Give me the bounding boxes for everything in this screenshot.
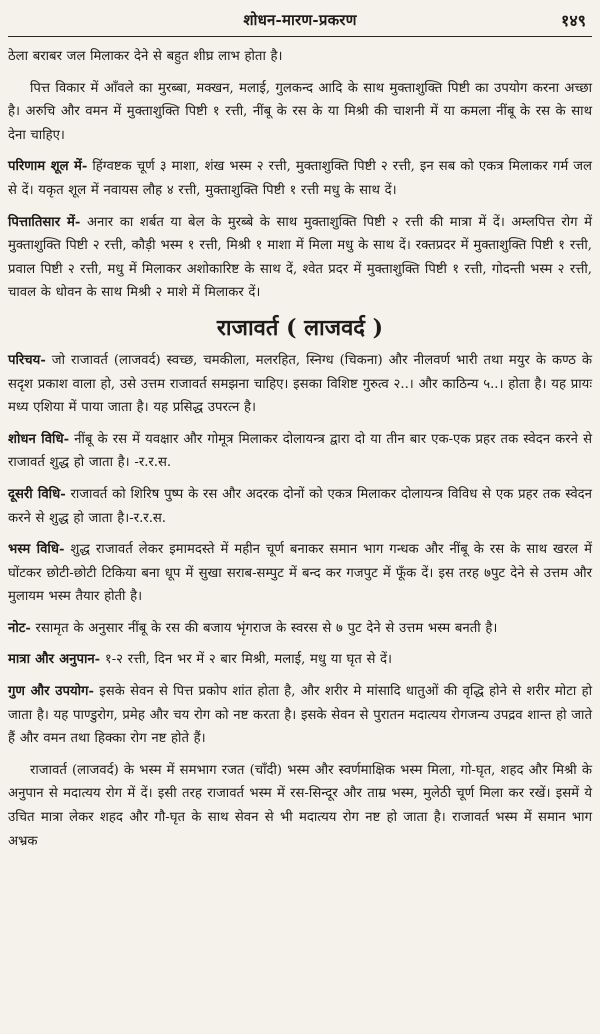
paragraph-lead: भस्म विधि-: [8, 542, 65, 558]
paragraph: [8, 680, 592, 751]
running-title: शोधन-मारण-प्रकरण: [243, 11, 357, 29]
paragraph: [8, 349, 592, 420]
paragraph-text: रसामृत के अनुसार नींबू के रस की बजाय भृंगराज के स्वरस से ७ पुट देने से उत्तम भस्म बनती है।: [30, 620, 498, 636]
paragraph-text: ठेला बराबर जल मिलाकर देने से बहुत शीघ्र लाभ होता है।: [8, 49, 283, 64]
section-heading: राजावर्त ( लाजवर्द ): [216, 314, 384, 341]
paragraph-lead: परिचय-: [8, 352, 46, 368]
paragraph-text: पित्त विकार में आँवले का मुरब्बा, मक्खन, मलाई, गुलकन्द आदि के साथ मुक्ताशुक्ति पिष्टी का उपयोग करना अच्छा है। अरुचि और वमन में मुक्ताशुक्ति पिष्टी १ रत्ती, नींबू के रस के या मिश्री की चाशनी में या कमला नींबू के रस के साथ देना चाहिए।: [8, 80, 592, 143]
paragraph-text: इसके सेवन से पित्त प्रकोप शांत होता है, और शरीर मे मांसादि धातुओं की वृद्धि होने से शरीर मोटा हो जाता है। यह पाण्डुरोग, प्रमेह और चय रोग को नष्ट करता है। इसके सेवन से पुरातन मदात्यय रोगजन्य उपद्रव शान्त हो जाते हैं और वमन तथा हिक्का रोग नष्ट होते हैं।: [8, 684, 592, 747]
paragraph: [8, 648, 592, 672]
paragraph-text: १-२ रत्ती, दिन भर में २ बार मिश्री, मलाई, मधु या घृत से दें।: [100, 652, 393, 668]
paragraph-text: जो राजावर्त (लाजवर्द) स्वच्छ, चमकीला, मलरहित, स्निग्ध (चिकना) और नीलवर्ण भारी तथा मयुर के कण्ठ के सदृश प्रकाश वाला हो, उसे उत्तम राजावर्त समझना चाहिए। इसका विशिष्ट गुरुत्व २..। और काठिन्य ५..। होता है। यह प्रायः मध्य एशिया में पाया जाता है। यह प्रसिद्ध उपरत्न है।: [8, 352, 592, 416]
paragraph-lead: पित्तातिसार में-: [8, 214, 81, 230]
paragraph-lead: गुण और उपयोग-: [8, 684, 94, 700]
paragraph: [8, 211, 592, 305]
paragraph: [8, 759, 592, 853]
paragraph-lead: नोट-: [8, 620, 31, 636]
paragraph: [8, 155, 592, 202]
paragraph: [8, 45, 592, 69]
paragraph-text: हिंग्वष्टक चूर्ण ३ माशा, शंख भस्म २ रत्ती, मुक्ताशुक्ति पिष्टी २ रत्ती, इन सब को एकत्र मिलाकर गर्म जल से दें। यकृत शूल में नवायस लौह ४ रत्ती, मुक्ताशुक्ति पिष्टी १ रत्ती मधु के साथ दें।: [8, 159, 592, 198]
paragraph-text: राजावर्त को शिरिष पुष्प के रस और अदरक दोनों को एकत्र मिलाकर दोलायन्त्र विविध से एक प्रहर तक स्वेदन करने से शुद्ध हो जाता है।-र.र.स.: [8, 486, 592, 526]
paragraph: [8, 77, 592, 148]
paragraph: [8, 538, 592, 609]
paragraph-text: नींबू के रस में यवक्षार और गोमूत्र मिलाकर दोलायन्त्र द्वारा दो या तीन बार एक-एक प्रहर तक स्वेदन करने से राजावर्त शुद्ध हो जाता है। -र.र.स.: [8, 431, 592, 471]
paragraph-text: अनार का शर्बत या बेल के मुरब्बे के साथ मुक्ताशुक्ति पिष्टी २ रत्ती की मात्रा में दें। अम्लपित्त रोग में मुक्ताशुक्ति पिष्टी २ रत्ती, कौड़ी भस्म १ रत्ती, मिश्री १ माशा में मिला मधु के साथ दें। रक्तप्रदर में मुक्ताशुक्ति पिष्टी १ रत्ती, प्रवाल पिष्टी २ रत्ती, मधु में मिलाकर अशोकारिष्ट के साथ दें, श्वेत प्रदर में मुक्ताशुक्ति पिष्टी १ रत्ती, गोदन्ती भस्म २ रत्ती, चावल के धोवन के साथ मिश्री २ माशे में मिलाकर दें।: [8, 214, 593, 301]
paragraph: [8, 617, 592, 641]
paragraph: [8, 428, 592, 475]
paragraph-text: शुद्ध राजावर्त लेकर इमामदस्ते में महीन चूर्ण बनाकर समान भाग गन्धक और नींबू के रस के साथ खरल में घोंटकर छोटी-छोटी टिकिया बना धूप में सुखा सराब-सम्पुट में बन्द कर गजपुट में फूँक दें। इस तरह ७पुट देने से उत्तम और मुलायम भस्म तैयार होती है।: [8, 542, 592, 605]
paragraph-lead: मात्रा और अनुपान-: [8, 652, 101, 668]
paragraph-lead: दूसरी विधि-: [8, 486, 66, 502]
paragraph-text: राजावर्त (लाजवर्द) के भस्म में समभाग रजत (चाँदी) भस्म और स्वर्णमाक्षिक भस्म मिला, गो-घृत, शहद और मिश्री के अनुपान से मदात्यय रोग में दें। इसी तरह राजावर्त भस्म में रस-सिन्दूर और ताम्र भस्म, मुलेठी चूर्ण मिला कर रखें। इसमें ये उचित मात्रा लेकर शहद और गौ-घृत के साथ सेवन से भी मदात्यय रोग नष्ट हो जाता है। राजावर्त भस्म में समान भाग अभ्रक: [8, 762, 592, 849]
paragraph: [8, 483, 592, 530]
page-number: १४९: [561, 11, 586, 30]
running-header: [8, 8, 592, 37]
paragraph-lead: शोधन विधि-: [8, 431, 70, 447]
paragraph-lead: परिणाम शूल में-: [8, 159, 88, 175]
